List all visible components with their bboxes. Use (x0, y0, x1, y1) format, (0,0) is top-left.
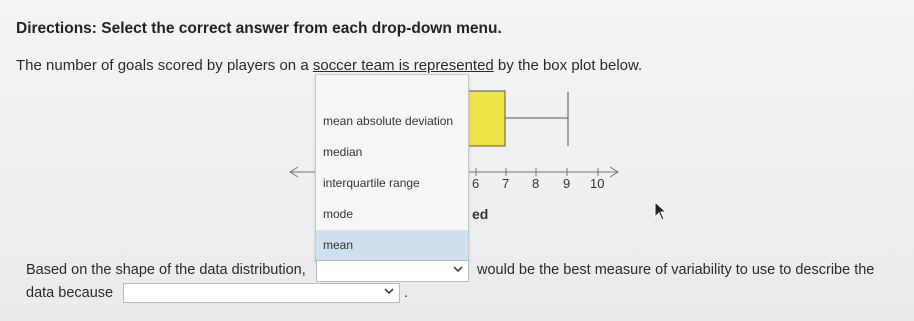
sentence-part-2: would be the best measure of variability to use to describe the (477, 262, 875, 278)
box-plot-box (467, 91, 505, 146)
sentence-part-1: Based on the shape of the data distribution, (26, 262, 306, 278)
question-part-before: The number of goals scored by players on a (16, 57, 313, 74)
variability-dropdown-menu (315, 74, 469, 262)
variability-measure-select[interactable] (316, 260, 469, 282)
question-part-after: by the box plot below. (493, 57, 643, 74)
tick-label-7: 7 (502, 176, 510, 191)
question-link-text: soccer team is represented (312, 57, 494, 74)
partial-annotation: ed (472, 206, 489, 222)
tick-label-6: 6 (472, 176, 480, 191)
tick-label-8: 8 (532, 176, 540, 191)
directions-text: Directions: Select the correct answer from each drop-down menu. (16, 20, 502, 37)
option-mode[interactable]: mode (323, 207, 354, 221)
chevron-down-icon (453, 264, 463, 277)
reason-select[interactable] (123, 283, 400, 303)
tick-label-9: 9 (563, 176, 571, 191)
sentence-part-4: . (404, 285, 409, 301)
option-interquartile-range[interactable]: interquartile range (323, 176, 420, 190)
tick-label-10: 10 (590, 176, 605, 191)
option-mean-absolute-deviation[interactable]: mean absolute deviation (323, 114, 454, 128)
option-mean[interactable]: mean (316, 230, 468, 260)
mouse-pointer-icon (654, 201, 668, 221)
option-median[interactable]: median (323, 145, 363, 159)
sentence-part-3: data because (26, 285, 114, 301)
chevron-down-icon (384, 286, 394, 299)
